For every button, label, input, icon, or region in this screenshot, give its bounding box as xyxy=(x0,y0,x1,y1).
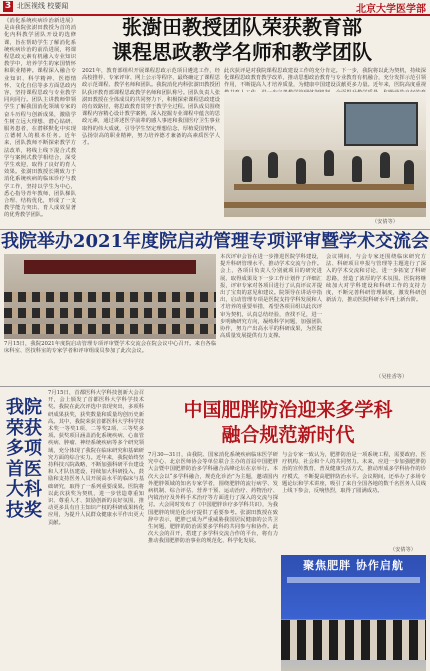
article4-title-line-1: 中国肥胖防治迎来多学科 xyxy=(183,399,393,421)
article2-column-3: 会议期间，与会专家还围绕临床研究方法、科研项目申报与管理等主题进行了深入的学术交流和讨论，进一步拓宽了科研思路，营造了浓厚的学术氛围。医院将继续加大对学科建设和科研工作的支持力度，不断完善科研管理制度，激发科研创新活力，推动医院科研水平再上新台阶。 xyxy=(326,254,426,304)
article4-conference-photo xyxy=(281,555,426,671)
page-header xyxy=(0,0,430,16)
article2-meeting-photo xyxy=(4,254,216,339)
article3-vertical-title: 我院荣获多项首医大科技奖 xyxy=(6,397,42,521)
page-number: 3 xyxy=(4,1,12,11)
article4-column-3: 与会专家一致认为，肥胖防治是一项系统工程，需要政府、医疗机构、社会和个人的共同努力。未来，应进一步加强肥胖防治的宣传教育，普及健康生活方式，推动形成多学科协作的诊疗模式，不断提高肥胖防治水平。会议期间，还举办了多场专题论坛和学术讲座，吸引了来自全国各地的数千名医务人员线上线下参会，反响热烈，取得了圆满成功。 xyxy=(282,452,426,495)
article2-column-2: 本次评审会旨在进一步推进医院学科建设，提升科研管理水平，推动学术交流与合作。会上，各项目负责人分别就项目的研究进展、取得成果及下一步工作计划作了详细汇报，评审专家对各项目进行了认真评议并提出了宝贵的意见和建议。院领导在讲话中指出，启动管理专项是医院支持学科发展和人才培养的重要举措，希望各项目组以此次评审为契机，认真总结经验，查找不足，进一步明确研究方向，凝练科学问题，加强团队协作，努力产出高水平的科研成果，为医院高质量发展提供有力支撑。 xyxy=(220,254,322,340)
section-label: 北医视线 校要闻 xyxy=(17,2,69,10)
article1-column-2: 2021年，教育部组织开展课程思政示范项目遴选工作，经高校推荐、专家评审、网上公示等程序，最终确定了课程思政示范课程、教学名师和团队。我院消化内科张澍田教授团队获评教育部课程思政教学名师和团队称号。团队负责人张澍田教授在全体成员的共同努力下，积极探索课程思政建设的有效路径，将思政教育贯穿于教学全过程。团队成员围绕课程内容精心设计教学案例，深入挖掘专业课程中蕴含的思政元素，通过讲述医学前辈的感人事迹和我国医疗卫生事业取得的伟大成就，引导学生坚定理想信念，厚植爱国情怀，弘扬崇高的职业精神，努力培养德才兼备的高素质医学人才。 xyxy=(82,68,220,147)
article2-title: 我院举办2021年度院启动管理专项评审暨学术交流会 xyxy=(0,231,430,252)
article2-photo-caption: 7月15日，我院2021年度院启动管理专项评审暨学术交流会在院会议中心召开。来自各临床科室、医技科室的专家学者和评审组成员参加了此次会议。 xyxy=(4,341,216,355)
article4-column-2: 7月30—31日，由我院、国家消化系统疾病临床医学研究中心、北京医师协会等单位联合主办的首届中国肥胖大会暨中国肥胖防治多学科融合高峰论坛在京举行。本次大会以“多学科融合，规范化诊治”为主题，邀请国内外肥胖领域的知名专家学者，围绕肥胖的流行病学、发病机制、综合评估、营养干预、运动治疗、药物治疗、内镜治疗及外科手术治疗等方面进行了深入的交流与探讨。大会同时发布了《中国肥胖诊疗多学科共识》，为我国肥胖的规范化诊疗提供了重要参考。张澍田教授在致辞中表示，肥胖已成为严重威胁我国居民健康的公共卫生问题，肥胖的防治需要多学科的共同参与和协作。此次大会的召开，搭建了多学科交流合作的平台，将有力推动我国肥胖防治事业的规范化、科学化发展。 xyxy=(148,452,278,545)
article1-signature: （安倩等） xyxy=(372,219,398,225)
article1-classroom-photo xyxy=(224,92,426,217)
projector-screen xyxy=(344,102,418,146)
article1-column-1: 《消化系统疾病诊治新进展》是由我院张澍田教授为首的消化内科教学团队开设的选修课，旨在帮助学生了解消化系统疾病诊治的前沿进展，将课程思政元素有机融入专业知识教学中，培养学生的家国情怀和职业精神。课程深入融合专业知识、科学精神、医德情怀、文化自信等多方面思政内容，坚持课程思政与专业教学同向同行。团队主讲教师带领学生了解我国消化领域专家的奋斗历程与创新成果，激励学生树立远大理想、潜心钻研、服务患者，在潜移默化中实现立德树人的根本任务。近年来，团队教师不断探索教学方法改革，将线上线下混合式教学与案例式教学相结合，深受学生欢迎，取得了良好的育人效果。张澍田教授长期致力于消化系统疾病的临床诊疗与教学工作，坚持以学生为中心，悉心指导青年教师，团队梯队合理、结构优化，形成了一支教学能力突出、育人成效显著的优秀教学团队。 xyxy=(4,18,76,219)
conference-banner: 聚焦肥胖 协作启航 xyxy=(303,559,404,572)
meeting-banner xyxy=(24,260,196,274)
article1-column-3: 此次获评是对我院课程思政建设工作的充分肯定。下一步，我院将以此为契机，持续深化课程思政教育教学改革，推动思想政治教育与专业教育有机融合，充分发挥示范引领作用，不断提高人才培养质量，为健康中国建设贡献更多力量。近年来，医院高度重视 xyxy=(224,68,426,89)
article3-column-1: 7月15日，首都医科大学科技创新大会召开，会上颁发了首都医科大学科学技术奖。我院在此次评选中表现突出，多项科研成果获奖，获奖数量和质量均创历史新高。其中，我院荣获首都医科大学科学技术奖一等奖1项、二等奖2项、三等奖多项。获奖项目涵盖消化系统疾病、心血管疾病、肿瘤、神经系统疾病等多个研究领域，充分体现了我院在临床研究和基础研究方面的综合实力。近年来，我院始终坚持科技兴院战略，不断加强科研平台建设和人才队伍建设，持续加大科研投入，鼓励和支持医务人员开展高水平的临床与基础研究，取得了一系列重要成果。医院将以此次获奖为契机，进一步营造尊重知识、尊重人才、鼓励创新的良好氛围，推动更多具有自主知识产权的科研成果转化应用，为提升人民群众健康水平作出更大贡献。 xyxy=(48,390,144,526)
divider xyxy=(0,229,430,230)
masthead: 北京大学医学部 xyxy=(356,4,426,15)
divider xyxy=(0,386,430,387)
article4-title-line-2: 融合规范新时代 xyxy=(221,424,355,446)
article1-title-line-1: 张澍田教授团队荣获教育部 xyxy=(122,15,362,39)
article1-title-line-2: 课程思政教学名师和教学团队 xyxy=(112,40,372,64)
article2-signature: （吴桂香等） xyxy=(376,374,408,380)
article4-signature: （安倩等） xyxy=(390,547,416,553)
